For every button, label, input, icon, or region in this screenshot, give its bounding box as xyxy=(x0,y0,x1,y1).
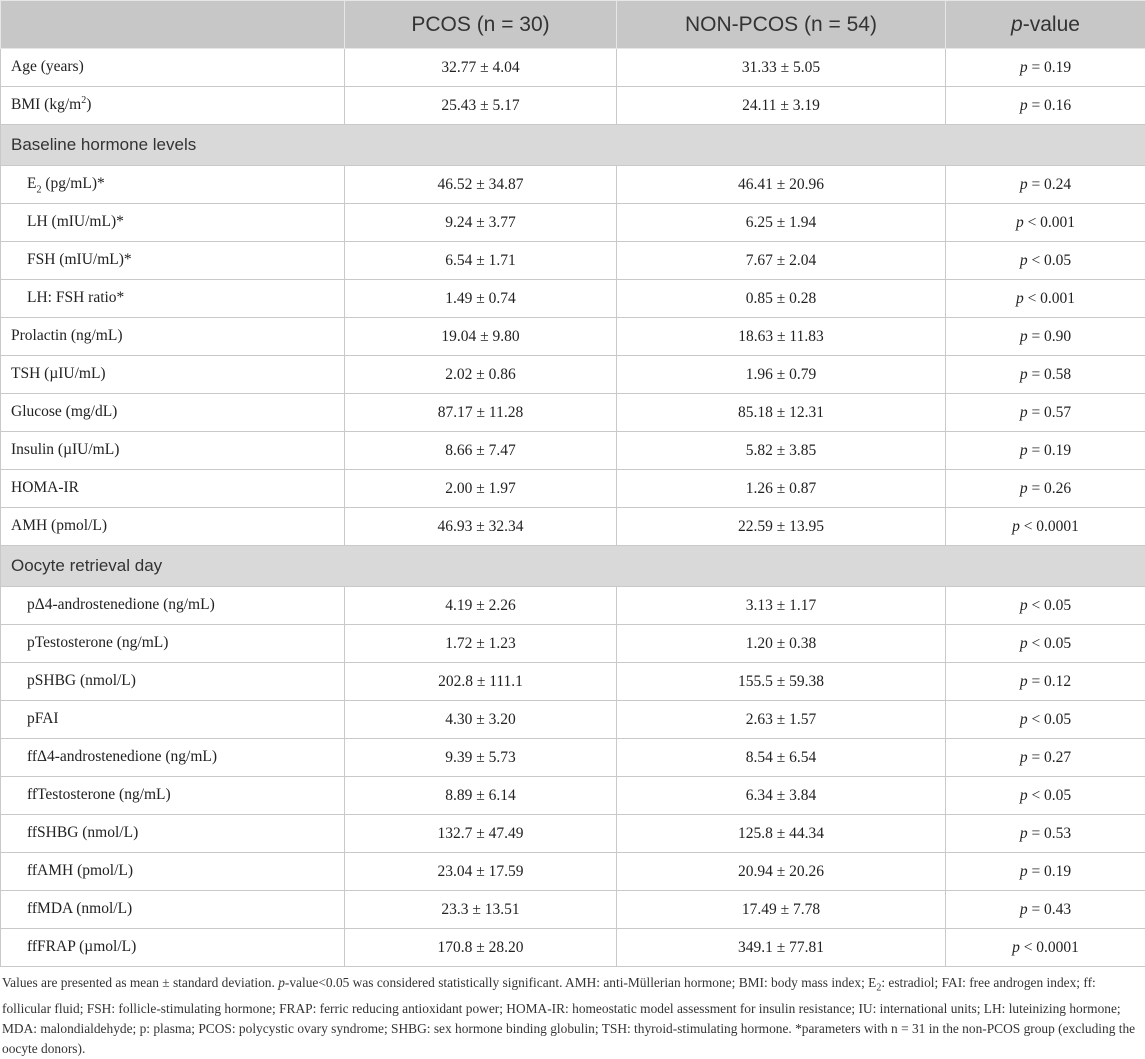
non-pcos-value: 1.26 ± 0.87 xyxy=(617,470,946,508)
row-label xyxy=(1,280,345,318)
p-value xyxy=(946,739,1145,777)
row-label-text: TSH (µIU/mL) xyxy=(11,365,106,382)
footnote-part1: Values are presented as mean ± standard deviation. xyxy=(2,975,278,990)
pcos-value: 2.00 ± 1.97 xyxy=(345,470,617,508)
p-value-text: = 0.58 xyxy=(1031,366,1071,383)
row-label xyxy=(1,853,345,891)
table-row xyxy=(1,739,1145,777)
table-row xyxy=(1,853,1145,891)
p-symbol: p xyxy=(1020,404,1028,421)
section-title: Baseline hormone levels xyxy=(1,125,1145,166)
table-row xyxy=(1,815,1145,853)
p-symbol: p xyxy=(1020,863,1028,880)
table-row xyxy=(1,318,1145,356)
row-label-text: ffAMH (pmol/L) xyxy=(27,862,133,879)
non-pcos-value: 0.85 ± 0.28 xyxy=(617,280,946,318)
row-label xyxy=(1,739,345,777)
p-value xyxy=(946,815,1145,853)
p-value xyxy=(946,508,1145,546)
footnote xyxy=(0,967,1142,1059)
footnote-part3: : estradiol; FAI: free androgen index; ff: follicular fluid; FSH: follicle-stimulating hormone; FRAP: ferric reducing antioxidant power; HOMA-IR: homeostatic model assessment for insulin resistance; IU: international units; LH: luteinizing hormone; MDA: malondialdehyde; p: plasma; PCOS: polycystic ovary syndrome; SHBG: sex hormone binding globulin; TSH: thyroid-stimulating hormone. *parameters with n = 31 in the non-PCOS group (excluding the oocyte donors). xyxy=(2,975,1135,1056)
pcos-value: 46.93 ± 32.34 xyxy=(345,508,617,546)
table-row xyxy=(1,204,1145,242)
table-row xyxy=(1,87,1145,125)
p-value-text: < 0.0001 xyxy=(1024,518,1079,535)
non-pcos-value: 18.63 ± 11.83 xyxy=(617,318,946,356)
p-value-text: = 0.19 xyxy=(1031,442,1071,459)
row-label-text: Prolactin (ng/mL) xyxy=(11,327,123,344)
pcos-value: 32.77 ± 4.04 xyxy=(345,49,617,87)
table-row xyxy=(1,587,1145,625)
pcos-value: 6.54 ± 1.71 xyxy=(345,242,617,280)
p-symbol: p xyxy=(1020,901,1028,918)
pcos-value: 8.89 ± 6.14 xyxy=(345,777,617,815)
table-row xyxy=(1,242,1145,280)
p-value xyxy=(946,701,1145,739)
non-pcos-value: 125.8 ± 44.34 xyxy=(617,815,946,853)
header-empty xyxy=(1,1,345,49)
p-value xyxy=(946,394,1145,432)
non-pcos-value: 7.67 ± 2.04 xyxy=(617,242,946,280)
row-label-post: (pg/mL)* xyxy=(41,175,104,192)
pcos-value: 9.39 ± 5.73 xyxy=(345,739,617,777)
table-row xyxy=(1,470,1145,508)
p-value-text: < 0.0001 xyxy=(1024,939,1079,956)
row-label xyxy=(1,929,345,967)
non-pcos-value: 155.5 ± 59.38 xyxy=(617,663,946,701)
p-value-text: < 0.001 xyxy=(1028,214,1076,231)
p-symbol: p xyxy=(1016,214,1024,231)
p-value xyxy=(946,204,1145,242)
table-row xyxy=(1,49,1145,87)
row-label xyxy=(1,625,345,663)
footnote-part2: -value<0.05 was considered statistically significant. AMH: anti-Müllerian hormone; BMI: body mass index; E xyxy=(285,975,876,990)
row-label xyxy=(1,432,345,470)
p-value-text: = 0.27 xyxy=(1031,749,1071,766)
p-value xyxy=(946,777,1145,815)
row-label-text: Insulin (µIU/mL) xyxy=(11,441,119,458)
row-label xyxy=(1,204,345,242)
row-label-text: AMH (pmol/L) xyxy=(11,517,107,534)
header-row xyxy=(1,1,1145,49)
non-pcos-value: 8.54 ± 6.54 xyxy=(617,739,946,777)
pcos-value: 23.3 ± 13.51 xyxy=(345,891,617,929)
pcos-value: 9.24 ± 3.77 xyxy=(345,204,617,242)
section-row xyxy=(1,125,1145,166)
p-value-text: < 0.05 xyxy=(1031,597,1071,614)
non-pcos-value: 46.41 ± 20.96 xyxy=(617,166,946,204)
table-row xyxy=(1,929,1145,967)
pcos-value: 23.04 ± 17.59 xyxy=(345,853,617,891)
row-label-text: Glucose (mg/dL) xyxy=(11,403,117,420)
row-label xyxy=(1,470,345,508)
row-label-sup: 2 xyxy=(81,95,86,106)
p-symbol: p xyxy=(1020,749,1028,766)
p-value-text: = 0.90 xyxy=(1031,328,1071,345)
row-label-text: LH: FSH ratio* xyxy=(27,289,124,306)
pcos-value: 1.72 ± 1.23 xyxy=(345,625,617,663)
row-label-text: ffTestosterone (ng/mL) xyxy=(27,786,171,803)
pcos-value: 170.8 ± 28.20 xyxy=(345,929,617,967)
p-value-text: < 0.05 xyxy=(1031,252,1071,269)
footnote-p: p xyxy=(278,975,285,990)
section-row xyxy=(1,546,1145,587)
p-symbol: p xyxy=(1020,597,1028,614)
row-label xyxy=(1,242,345,280)
row-label-sub: 2 xyxy=(36,184,41,195)
row-label xyxy=(1,87,345,125)
row-label-text: ffSHBG (nmol/L) xyxy=(27,824,138,841)
row-label-text: pFAI xyxy=(27,710,59,727)
row-label xyxy=(1,701,345,739)
p-value-text: = 0.53 xyxy=(1031,825,1071,842)
non-pcos-value: 6.25 ± 1.94 xyxy=(617,204,946,242)
table-row xyxy=(1,166,1145,204)
table-row xyxy=(1,394,1145,432)
row-label xyxy=(1,394,345,432)
row-label-post: ) xyxy=(86,96,91,113)
table-row xyxy=(1,508,1145,546)
p-symbol: p xyxy=(1012,518,1020,535)
p-value xyxy=(946,625,1145,663)
row-label xyxy=(1,815,345,853)
p-value xyxy=(946,356,1145,394)
p-value-text: < 0.05 xyxy=(1031,711,1071,728)
p-value xyxy=(946,49,1145,87)
non-pcos-value: 1.96 ± 0.79 xyxy=(617,356,946,394)
pcos-value: 4.30 ± 3.20 xyxy=(345,701,617,739)
row-label-text: ffFRAP (µmol/L) xyxy=(27,938,136,955)
p-value-text: < 0.05 xyxy=(1031,635,1071,652)
p-symbol: p xyxy=(1020,711,1028,728)
p-symbol: p xyxy=(1020,635,1028,652)
p-value xyxy=(946,891,1145,929)
pcos-value: 132.7 ± 47.49 xyxy=(345,815,617,853)
row-label-text: LH (mIU/mL)* xyxy=(27,213,124,230)
p-symbol: p xyxy=(1020,59,1028,76)
pcos-value: 46.52 ± 34.87 xyxy=(345,166,617,204)
footnote-e-sub: 2 xyxy=(876,983,881,994)
row-label xyxy=(1,508,345,546)
p-value-text: = 0.12 xyxy=(1031,673,1071,690)
table-row xyxy=(1,280,1145,318)
row-label xyxy=(1,777,345,815)
table-row xyxy=(1,777,1145,815)
non-pcos-value: 3.13 ± 1.17 xyxy=(617,587,946,625)
row-label xyxy=(1,49,345,87)
row-label xyxy=(1,318,345,356)
p-symbol: p xyxy=(1020,787,1028,804)
table-row xyxy=(1,663,1145,701)
row-label xyxy=(1,166,345,204)
row-label-text: ffΔ4-androstenedione (ng/mL) xyxy=(27,748,217,765)
non-pcos-value: 31.33 ± 5.05 xyxy=(617,49,946,87)
table-row xyxy=(1,625,1145,663)
p-symbol: p xyxy=(1020,673,1028,690)
pcos-value: 87.17 ± 11.28 xyxy=(345,394,617,432)
p-symbol: p xyxy=(1020,480,1028,497)
pcos-value: 25.43 ± 5.17 xyxy=(345,87,617,125)
header-p-italic: p xyxy=(1011,13,1023,36)
table-body xyxy=(1,49,1145,967)
p-value xyxy=(946,87,1145,125)
p-value-text: = 0.26 xyxy=(1031,480,1071,497)
p-value-text: = 0.19 xyxy=(1031,59,1071,76)
header-p-value xyxy=(946,1,1145,49)
row-label-text: Age (years) xyxy=(11,58,84,75)
p-value-text: < 0.001 xyxy=(1028,290,1076,307)
row-label xyxy=(1,356,345,394)
p-value-text: < 0.05 xyxy=(1031,787,1071,804)
row-label-text: pTestosterone (ng/mL) xyxy=(27,634,168,651)
table-row xyxy=(1,432,1145,470)
non-pcos-value: 24.11 ± 3.19 xyxy=(617,87,946,125)
header-non-pcos: NON-PCOS (n = 54) xyxy=(617,1,946,49)
row-label-text: HOMA-IR xyxy=(11,479,79,496)
p-symbol: p xyxy=(1012,939,1020,956)
row-label xyxy=(1,891,345,929)
pcos-value: 4.19 ± 2.26 xyxy=(345,587,617,625)
p-symbol: p xyxy=(1020,328,1028,345)
p-symbol: p xyxy=(1020,825,1028,842)
p-symbol: p xyxy=(1020,442,1028,459)
header-p-rest: -value xyxy=(1023,13,1080,36)
row-label xyxy=(1,663,345,701)
pcos-value: 1.49 ± 0.74 xyxy=(345,280,617,318)
non-pcos-value: 20.94 ± 20.26 xyxy=(617,853,946,891)
non-pcos-value: 349.1 ± 77.81 xyxy=(617,929,946,967)
p-value xyxy=(946,929,1145,967)
row-label-text: ffMDA (nmol/L) xyxy=(27,900,132,917)
non-pcos-value: 85.18 ± 12.31 xyxy=(617,394,946,432)
pcos-value: 2.02 ± 0.86 xyxy=(345,356,617,394)
p-value xyxy=(946,280,1145,318)
row-label-text: BMI (kg/m xyxy=(11,96,81,113)
non-pcos-value: 22.59 ± 13.95 xyxy=(617,508,946,546)
p-value-text: = 0.16 xyxy=(1031,97,1071,114)
p-value xyxy=(946,587,1145,625)
non-pcos-value: 5.82 ± 3.85 xyxy=(617,432,946,470)
p-symbol: p xyxy=(1016,290,1024,307)
p-value xyxy=(946,432,1145,470)
non-pcos-value: 1.20 ± 0.38 xyxy=(617,625,946,663)
row-label-text: FSH (mIU/mL)* xyxy=(27,251,132,268)
pcos-value: 8.66 ± 7.47 xyxy=(345,432,617,470)
p-value-text: = 0.57 xyxy=(1031,404,1071,421)
p-symbol: p xyxy=(1020,252,1028,269)
p-value-text: = 0.19 xyxy=(1031,863,1071,880)
p-symbol: p xyxy=(1020,97,1028,114)
p-value xyxy=(946,663,1145,701)
non-pcos-value: 2.63 ± 1.57 xyxy=(617,701,946,739)
header-pcos: PCOS (n = 30) xyxy=(345,1,617,49)
p-value xyxy=(946,166,1145,204)
row-label xyxy=(1,587,345,625)
table-row xyxy=(1,891,1145,929)
p-value xyxy=(946,318,1145,356)
non-pcos-value: 6.34 ± 3.84 xyxy=(617,777,946,815)
p-value-text: = 0.24 xyxy=(1031,176,1071,193)
pcos-value: 202.8 ± 111.1 xyxy=(345,663,617,701)
p-value-text: = 0.43 xyxy=(1031,901,1071,918)
section-title: Oocyte retrieval day xyxy=(1,546,1145,587)
p-value xyxy=(946,470,1145,508)
p-symbol: p xyxy=(1020,366,1028,383)
row-label-text: pSHBG (nmol/L) xyxy=(27,672,136,689)
row-label-text: pΔ4-androstenedione (ng/mL) xyxy=(27,596,215,613)
p-symbol: p xyxy=(1020,176,1028,193)
non-pcos-value: 17.49 ± 7.78 xyxy=(617,891,946,929)
table-row xyxy=(1,701,1145,739)
p-value xyxy=(946,853,1145,891)
pcos-value: 19.04 ± 9.80 xyxy=(345,318,617,356)
table-row xyxy=(1,356,1145,394)
row-label-text: E xyxy=(27,175,36,192)
p-value xyxy=(946,242,1145,280)
